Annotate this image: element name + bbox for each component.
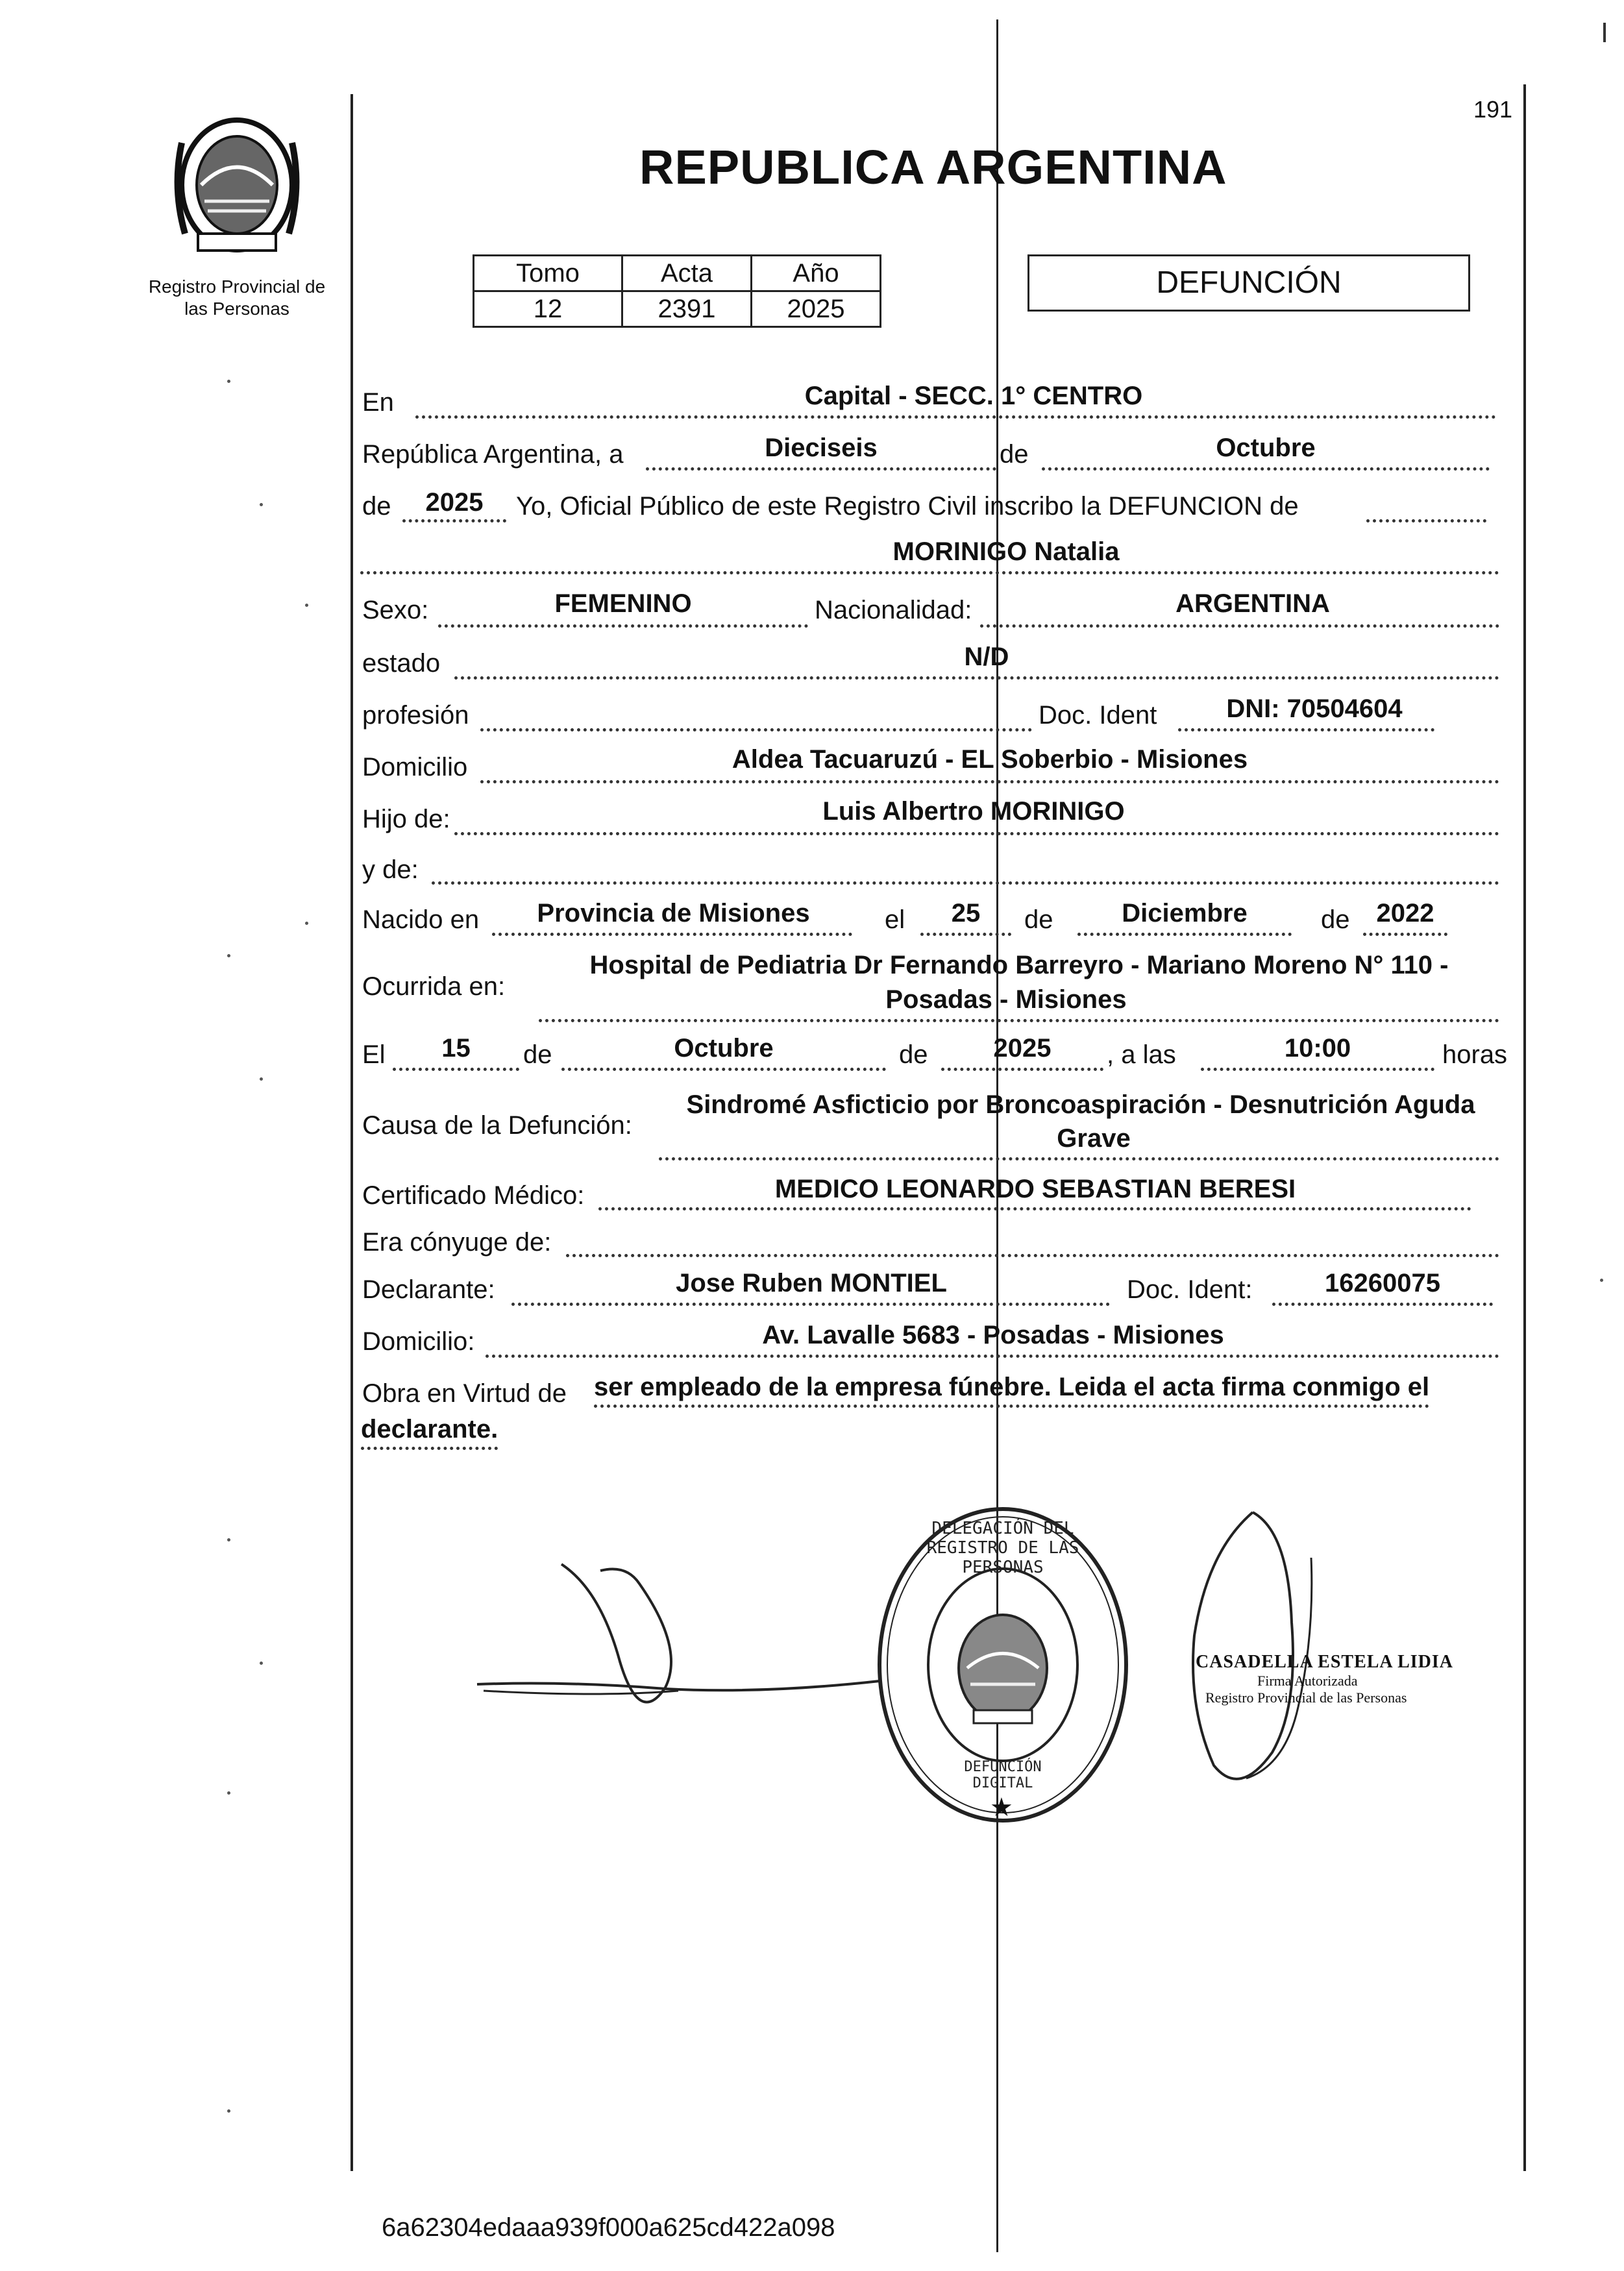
causa-line	[659, 1157, 1499, 1160]
decl-doc-line	[1272, 1303, 1493, 1306]
domicilio-line	[480, 780, 1499, 783]
conyuge-label: Era cónyuge de:	[362, 1228, 552, 1257]
el-label: el	[885, 905, 905, 934]
seal-inner-text: DEFUNCIÓN DIGITAL	[964, 1759, 1042, 1791]
declarant-signature	[471, 1551, 886, 1746]
obra-label: Obra en Virtud de	[362, 1379, 567, 1408]
acta-value: 2391	[622, 291, 752, 327]
de2-label: de	[362, 492, 391, 521]
domicilio2-line	[486, 1355, 1499, 1358]
page-number: 191	[1473, 96, 1513, 123]
sexo-value: FEMENINO	[554, 589, 692, 618]
birth-month-line	[1077, 933, 1292, 936]
death-day-line	[393, 1068, 519, 1071]
obra-value-line-2: declarante.	[361, 1415, 498, 1450]
causa-line-2: Grave	[1057, 1124, 1131, 1153]
declarante-line	[511, 1303, 1110, 1306]
yo-text: Yo, Oficial Público de este Registro Civil inscribo la DEFUNCION de	[516, 492, 1299, 521]
ano-header: Año	[752, 256, 881, 291]
sexo-line	[438, 624, 808, 628]
estado-label: estado	[362, 649, 441, 678]
death-month-line	[561, 1068, 886, 1071]
de-label: de	[1000, 440, 1029, 469]
estado-line	[454, 676, 1499, 680]
signatory-stamp	[1196, 1652, 1468, 1706]
hijo-line	[454, 832, 1499, 835]
month-line	[1042, 467, 1490, 471]
certificado-line	[598, 1207, 1471, 1210]
causa-label: Causa de la Defunción:	[362, 1111, 632, 1140]
de4-label: de	[1321, 905, 1350, 934]
en-label: En	[362, 388, 394, 417]
tomo-acta-ano-table	[473, 254, 881, 328]
death-month-value: Octubre	[674, 1034, 774, 1062]
day-line	[646, 467, 996, 471]
province-emblem	[166, 104, 308, 260]
estado-value: N/D	[964, 643, 1009, 671]
signatory-title: Firma Autorizada	[1257, 1673, 1358, 1689]
death-time-line	[1201, 1068, 1434, 1071]
acta-header: Acta	[622, 256, 752, 291]
scan-speck	[260, 503, 263, 506]
day-value: Dieciseis	[765, 434, 878, 462]
left-margin-line	[351, 94, 353, 2171]
doc-ident-line	[1178, 728, 1434, 731]
declarante-label: Declarante:	[362, 1275, 495, 1304]
profesion-label: profesión	[362, 701, 469, 730]
de6-label: de	[899, 1040, 928, 1069]
de5-label: de	[523, 1040, 552, 1069]
signatory-office: Registro Provincial de las Personas	[1205, 1689, 1407, 1706]
alas-label: , a las	[1107, 1040, 1176, 1069]
hijo-value: Luis Albertro MORINIGO	[822, 797, 1125, 826]
yde-label: y de:	[362, 855, 419, 884]
birth-year-line	[1363, 933, 1447, 936]
right-margin-line	[1523, 84, 1526, 2171]
scan-mark	[1603, 23, 1606, 42]
scan-speck	[260, 1662, 263, 1665]
seal-ring-text: DELEGACIÓN DEL REGISTRO DE LAS PERSONAS	[926, 1519, 1079, 1577]
scan-speck	[305, 922, 308, 925]
domicilio-value: Aldea Tacuaruzú - EL Soberbio - Misiones	[732, 745, 1248, 774]
nacido-label: Nacido en	[362, 905, 480, 934]
scan-speck	[227, 1791, 230, 1795]
sexo-label: Sexo:	[362, 596, 429, 624]
declarante-value: Jose Ruben MONTIEL	[676, 1269, 947, 1297]
official-signature-scribble	[1168, 1493, 1383, 1804]
birth-day-value: 25	[951, 899, 981, 927]
ocurrida-line-1: Hospital de Pediatria Dr Fernando Barreyro - Mariano Moreno N° 110 -	[589, 951, 1449, 979]
scan-speck	[227, 1538, 230, 1541]
scan-speck	[260, 1077, 263, 1081]
tomo-header: Tomo	[474, 256, 622, 291]
domicilio2-label: Domicilio:	[362, 1327, 475, 1356]
official-seal	[870, 1493, 1136, 1830]
scan-speck	[305, 604, 308, 607]
de3-label: de	[1024, 905, 1053, 934]
decl-doc-label: Doc. Ident:	[1127, 1275, 1253, 1304]
agency-line-1: Registro Provincial de	[148, 276, 326, 297]
causa-line-1: Sindromé Asficticio por Broncoaspiración - Desnutrición Aguda	[686, 1090, 1475, 1119]
year-line	[402, 519, 506, 522]
certificado-label: Certificado Médico:	[362, 1181, 585, 1210]
document-hash: 6a62304edaaa939f000a625cd422a098	[382, 2213, 835, 2242]
yde-line	[432, 881, 1499, 885]
conyuge-line	[566, 1254, 1499, 1257]
decl-doc-value: 16260075	[1325, 1269, 1440, 1297]
ocurrida-label: Ocurrida en:	[362, 972, 506, 1001]
horas-label: horas	[1442, 1040, 1508, 1069]
signatory-name: CASADELLA ESTELA LIDIA	[1196, 1652, 1454, 1672]
month-value: Octubre	[1216, 434, 1316, 462]
deceased-name: MORINIGO Natalia	[892, 537, 1120, 566]
scan-speck	[1600, 1279, 1603, 1282]
scan-speck	[227, 380, 230, 383]
document-type-box: DEFUNCIÓN	[1027, 254, 1470, 312]
nacionalidad-label: Nacionalidad:	[815, 596, 972, 624]
yo-line	[1366, 519, 1486, 522]
death-year-line	[941, 1068, 1103, 1071]
scan-speck	[227, 954, 230, 957]
en-value: Capital - SECC. 1° CENTRO	[804, 382, 1143, 410]
name-line	[360, 571, 1499, 574]
death-time-value: 10:00	[1284, 1034, 1351, 1062]
scan-speck	[227, 2109, 230, 2113]
domicilio-label: Domicilio	[362, 753, 468, 781]
nacido-value: Provincia de Misiones	[537, 899, 810, 927]
ocurrida-line-2: Posadas - Misiones	[885, 985, 1127, 1014]
ano-value: 2025	[752, 291, 881, 327]
birth-day-line	[920, 933, 1011, 936]
tomo-value: 12	[474, 291, 622, 327]
nacionalidad-value: ARGENTINA	[1175, 589, 1330, 618]
obra-value-line-1: ser empleado de la empresa fúnebre. Leida el acta firma conmigo el	[594, 1373, 1429, 1408]
domicilio2-value: Av. Lavalle 5683 - Posadas - Misiones	[762, 1321, 1224, 1349]
doc-ident-value: DNI: 70504604	[1226, 694, 1403, 723]
year-value: 2025	[425, 488, 484, 517]
page-title: REPUBLICA ARGENTINA	[639, 140, 1227, 194]
agency-name	[127, 276, 347, 320]
death-day-value: 15	[441, 1034, 471, 1062]
death-year-value: 2025	[993, 1034, 1052, 1062]
birth-month-value: Diciembre	[1122, 899, 1248, 927]
certificado-value: MEDICO LEONARDO SEBASTIAN BERESI	[774, 1175, 1296, 1203]
profesion-line	[480, 728, 1032, 731]
birth-year-value: 2022	[1376, 899, 1434, 927]
en-line	[415, 415, 1496, 419]
hijo-label: Hijo de:	[362, 805, 450, 833]
seal-star-icon: ★	[990, 1793, 1013, 1822]
el2-label: El	[362, 1040, 386, 1069]
nacionalidad-line	[980, 624, 1499, 628]
ocurrida-line	[539, 1019, 1499, 1022]
nacido-line	[492, 933, 852, 936]
doc-ident-label: Doc. Ident	[1039, 701, 1157, 730]
republica-label: República Argentina, a	[362, 440, 624, 469]
agency-line-2: las Personas	[184, 299, 289, 319]
